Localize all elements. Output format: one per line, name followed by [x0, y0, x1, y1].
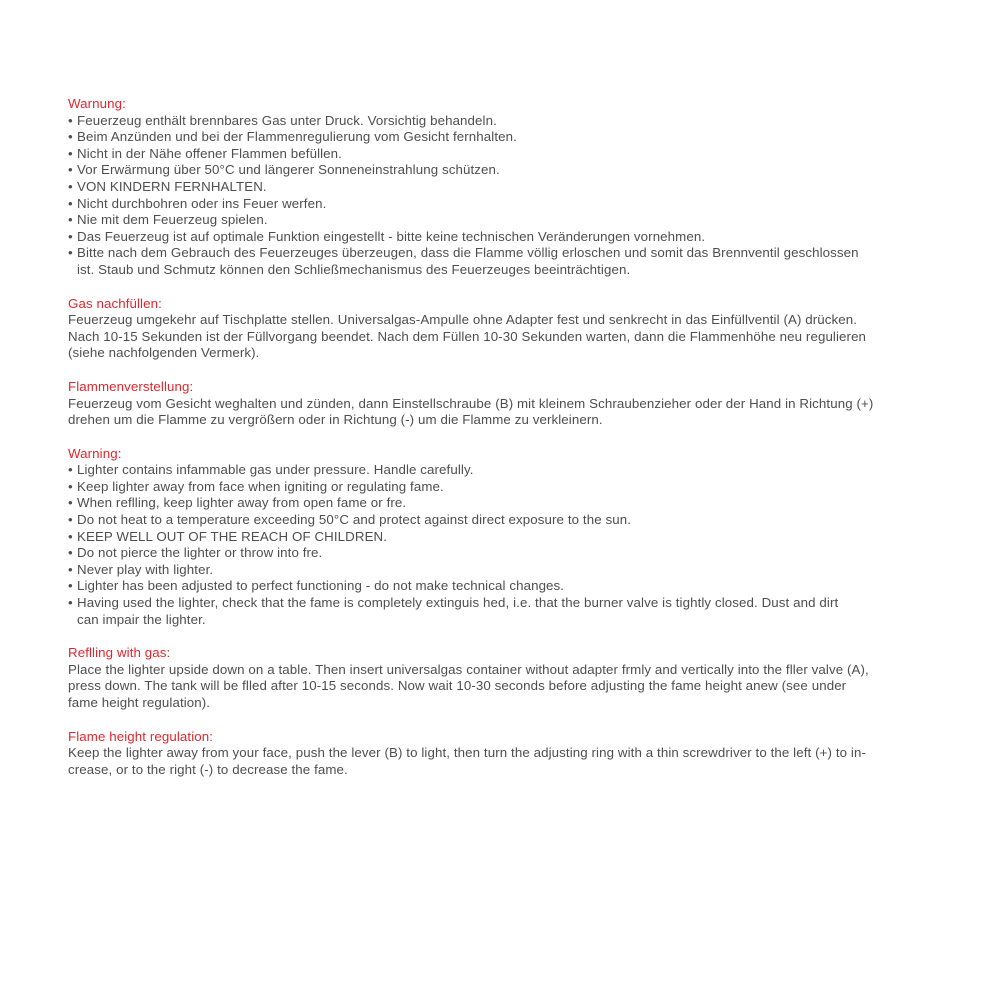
text-line	[68, 662, 948, 679]
line-text: Nach 10-15 Sekunden ist der Füllvorgang beendet. Nach dem Füllen 10-30 Sekunden warten, dann die Flammenhöhe neu regulieren	[68, 328, 867, 344]
line-text: press down. The tank will be flled after 10-15 seconds. Now wait 10-30 seconds before adjusting the fame height anew (see under	[68, 678, 847, 694]
bullet-line	[68, 578, 948, 595]
bullet-line	[68, 529, 948, 546]
section-heading: Gas nachfüllen:	[68, 295, 162, 311]
line-text: Vor Erwärmung über 50°C und längerer Sonneneinstrahlung schützen.	[77, 162, 500, 178]
line-text: KEEP WELL OUT OF THE REACH OF CHILDREN.	[77, 528, 388, 544]
bullet-line	[68, 595, 948, 612]
bullet-marker-icon: •	[68, 595, 73, 611]
line-text: Nicht durchbohren oder ins Feuer werfen.	[77, 195, 327, 211]
line-text: ist. Staub und Schmutz können den Schließmechanismus des Feuerzeuges beeinträchtigen.	[77, 261, 631, 277]
bullet-marker-icon: •	[68, 178, 73, 194]
line-text: Do not pierce the lighter or throw into fre.	[77, 545, 323, 561]
text-line	[68, 396, 948, 413]
section-flame-height-regulation-en	[68, 729, 948, 779]
bullet-marker-icon: •	[68, 578, 73, 594]
bullet-marker-icon: •	[68, 245, 73, 261]
line-text: When reflling, keep lighter away from open fame or fre.	[77, 495, 407, 511]
text-line	[68, 312, 948, 329]
section-gas-nachfuellen-de	[68, 296, 948, 362]
bullet-line	[68, 479, 948, 496]
bullet-line	[68, 196, 948, 213]
bullet-line	[68, 212, 948, 229]
bullet-line	[68, 129, 948, 146]
bullet-line	[68, 562, 948, 579]
bullet-marker-icon: •	[68, 129, 73, 145]
text-line	[68, 762, 948, 779]
bullet-marker-icon: •	[68, 112, 73, 128]
bullet-line	[68, 179, 948, 196]
bullet-marker-icon: •	[68, 512, 73, 528]
bullet-line	[68, 162, 948, 179]
line-text: Lighter contains infammable gas under pressure. Handle carefully.	[77, 462, 474, 478]
line-text: Lighter has been adjusted to perfect functioning - do not make technical changes.	[77, 578, 565, 594]
line-text: Having used the lighter, check that the fame is completely extinguis hed, i.e. that the burner valve is tightly closed. Dust and dirt	[77, 595, 839, 611]
text-line	[68, 612, 948, 629]
text-line	[68, 345, 948, 362]
line-text: Feuerzeug umgekehr auf Tischplatte stellen. Universalgas-Ampulle ohne Adapter fest und senkrecht in das Einfüllventil (A) drücken.	[68, 312, 858, 328]
bullet-marker-icon: •	[68, 145, 73, 161]
document-page	[68, 96, 948, 778]
bullet-marker-icon: •	[68, 495, 73, 511]
line-text: Keep lighter away from face when igniting or regulating fame.	[77, 478, 444, 494]
line-text: Feuerzeug enthält brennbares Gas unter Druck. Vorsichtig behandeln.	[77, 112, 497, 128]
line-text: VON KINDERN FERNHALTEN.	[77, 178, 267, 194]
line-text: Never play with lighter.	[77, 561, 214, 577]
bullet-line	[68, 512, 948, 529]
text-line	[68, 745, 948, 762]
section-warning-en	[68, 446, 948, 629]
section-heading: Flame height regulation:	[68, 728, 214, 744]
line-text: Beim Anzünden und bei der Flammenregulierung vom Gesicht fernhalten.	[77, 129, 517, 145]
text-line	[68, 412, 948, 429]
text-line	[68, 695, 948, 712]
line-text: (siehe nachfolgenden Vermerk).	[68, 345, 260, 361]
line-text: Do not heat to a temperature exceeding 50°C and protect against direct exposure to the sun.	[77, 512, 632, 528]
bullet-line	[68, 229, 948, 246]
line-text: Feuerzeug vom Gesicht weghalten und zünden, dann Einstellschraube (B) mit kleinem Schraubenzieher oder der Hand in Richtung (+)	[68, 395, 874, 411]
bullet-marker-icon: •	[68, 462, 73, 478]
text-line	[68, 329, 948, 346]
bullet-marker-icon: •	[68, 195, 73, 211]
bullet-line	[68, 545, 948, 562]
bullet-marker-icon: •	[68, 528, 73, 544]
sections-root	[68, 96, 948, 778]
line-text: Nie mit dem Feuerzeug spielen.	[77, 212, 268, 228]
bullet-marker-icon: •	[68, 228, 73, 244]
bullet-marker-icon: •	[68, 162, 73, 178]
bullet-marker-icon: •	[68, 545, 73, 561]
bullet-marker-icon: •	[68, 561, 73, 577]
section-heading: Warnung:	[68, 96, 126, 111]
bullet-line	[68, 245, 948, 262]
line-text: Place the lighter upside down on a table. Then insert universalgas container without adapter frmly and vertically into the fller valve (A),	[68, 661, 869, 677]
line-text: Keep the lighter away from your face, push the lever (B) to light, then turn the adjusting ring with a thin screwdriver to the left (+) to in-	[68, 745, 866, 761]
section-refilling-with-gas-en	[68, 645, 948, 711]
bullet-marker-icon: •	[68, 478, 73, 494]
section-heading: Warning:	[68, 445, 122, 461]
bullet-line	[68, 495, 948, 512]
line-text: Bitte nach dem Gebrauch des Feuerzeuges überzeugen, dass die Flamme völlig erloschen und somit das Brennventil geschlossen	[77, 245, 859, 261]
text-line	[68, 262, 948, 279]
line-text: Nicht in der Nähe offener Flammen befüllen.	[77, 145, 342, 161]
line-text: Das Feuerzeug ist auf optimale Funktion eingestellt - bitte keine technischen Veränderungen vornehmen.	[77, 228, 706, 244]
line-text: drehen um die Flamme zu vergrößern oder in Richtung (-) um die Flamme zu verkleinern.	[68, 412, 603, 428]
section-heading: Flammenverstellung:	[68, 378, 194, 394]
text-line	[68, 678, 948, 695]
section-heading: Reflling with gas:	[68, 645, 171, 661]
line-text: can impair the lighter.	[77, 611, 206, 627]
bullet-line	[68, 146, 948, 163]
section-warnung-de	[68, 96, 948, 279]
bullet-marker-icon: •	[68, 212, 73, 228]
line-text: fame height regulation).	[68, 695, 211, 710]
bullet-line	[68, 113, 948, 130]
bullet-line	[68, 462, 948, 479]
line-text: crease, or to the right (-) to decrease the fame.	[68, 761, 348, 777]
section-flammenverstellung-de	[68, 379, 948, 429]
